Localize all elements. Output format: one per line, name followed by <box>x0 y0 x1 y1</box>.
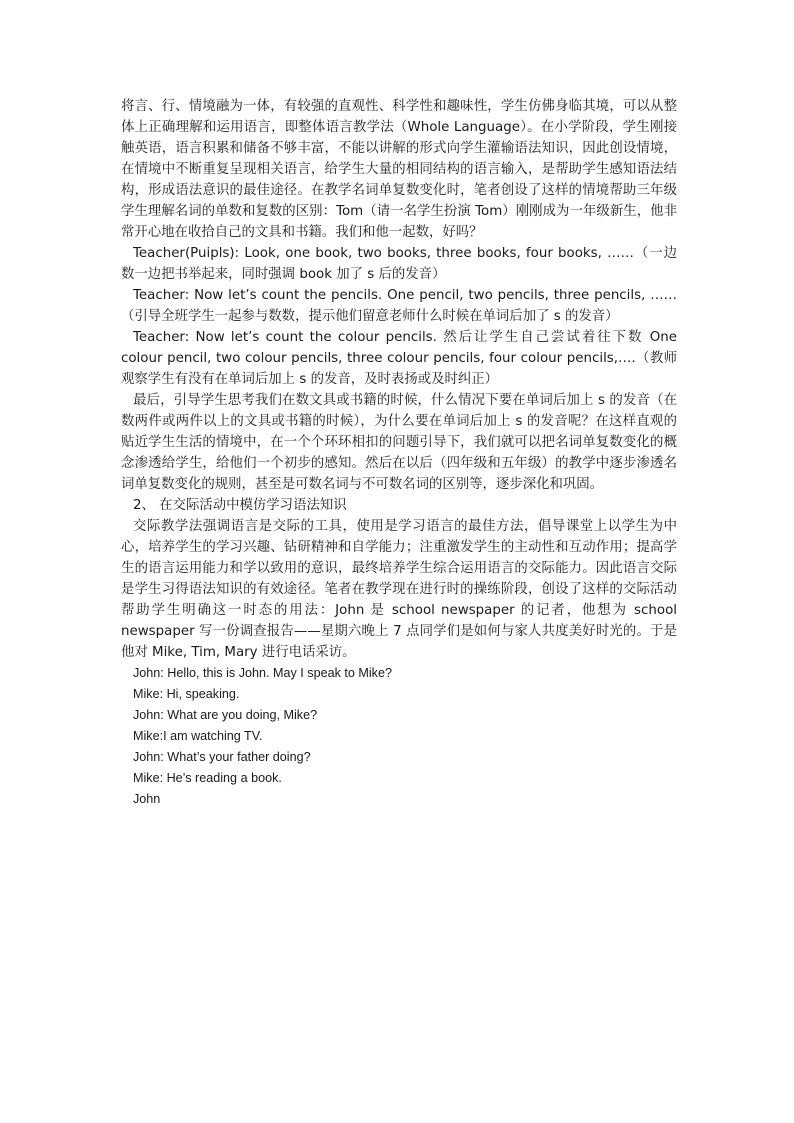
teacher-line-colour-pencils: Teacher: Now let’s count the colour pencils. 然后让学生自己尝试着往下数 One colour pencil, two colour pencils, three colour pencils, four colour pencils,….（教师观察学生有没有在单词后加上 s 的发音，及时表扬或及时纠正） <box>121 330 677 387</box>
intro-paragraph: 将言、行、情境融为一体，有较强的直观性、科学性和趣味性，学生仿佛身临其境，可以从整体上正确理解和运用语言，即整体语言教学法（Whole Language）。在小学阶段，学生刚接触英语，语言积累和储备不够丰富，不能以讲解的形式向学生灌输语法知识，因此创设情境，在情境中不断重复呈现相关语言，给学生大量的相同结构的语言输入，是帮助学生感知语法结构，形成语法意识的最佳途径。在教学名词单复数变化时，笔者创设了这样的情境帮助三年级学生理解名词的单数和复数的区别：Tom（请一名学生扮演 Tom）刚刚成为一年级新生，他非常开心地在收拾自己的文具和书籍。我们和他一起数，好吗？ <box>121 99 677 240</box>
section-heading: 2、 在交际活动中模仿学习语法知识 <box>133 498 347 513</box>
dialog-line: John <box>133 792 161 806</box>
dialog-line: Mike:I am watching TV. <box>133 729 263 743</box>
dialog-line: John: What’s your father doing? <box>133 750 311 764</box>
dialog-line: Mike: He’s reading a book. <box>133 771 282 785</box>
teacher-line-pencils: Teacher: Now let’s count the pencils. One pencil, two pencils, three pencils, ……（引导全班学生一起参与数数，提示他们留意老师什么时候在单词后加了 s 的发音） <box>121 288 677 324</box>
dialog-line: John: What are you doing, Mike? <box>133 708 318 722</box>
dialog-line: Mike: Hi, speaking. <box>133 687 240 701</box>
section-paragraph: 交际教学法强调语言是交际的工具，使用是学习语言的最佳方法，倡导课堂上以学生为中心，培养学生的学习兴趣、钻研精神和自学能力；注重激发学生的主动性和互动作用；提高学生的语言运用能力和学以致用的意识，最终培养学生综合运用语言的交际能力。因此语言交际是学生习得语法知识的有效途径。笔者在教学现在进行时的操练阶段，创设了这样的交际活动帮助学生明确这一时态的用法：John 是 school newspaper 的记者，他想为 school newspaper 写一份调查报告——星期六晚上 7 点同学们是如何与家人共度美好时光的。于是他对 Mike, Tim, Mary 进行电话采访。 <box>121 519 677 660</box>
conclusion-paragraph: 最后，引导学生思考我们在数文具或书籍的时候，什么情况下要在单词后加上 s 的发音（在数两件或两件以上的文具或书籍的时候），为什么要在单词后加上 s 的发音呢？在这样直观的贴近学生生活的情境中，在一个个环环相扣的问题引导下，我们就可以把名词单复数变化的概念渗透给学生，给他们一个初步的感知。然后在以后（四年级和五年级）的教学中逐步渗透名词单复数变化的规则，甚至是可数名词与不可数名词的区别等，逐步深化和巩固。 <box>121 393 677 492</box>
teacher-line-books: Teacher(Puipls): Look, one book, two books, three books, four books, ……（一边数一边把书举起来，同时强调 book 加了 s 后的发音） <box>121 246 677 282</box>
dialog-line: John: Hello, this is John. May I speak to Mike? <box>133 666 392 680</box>
document-body <box>121 96 677 810</box>
